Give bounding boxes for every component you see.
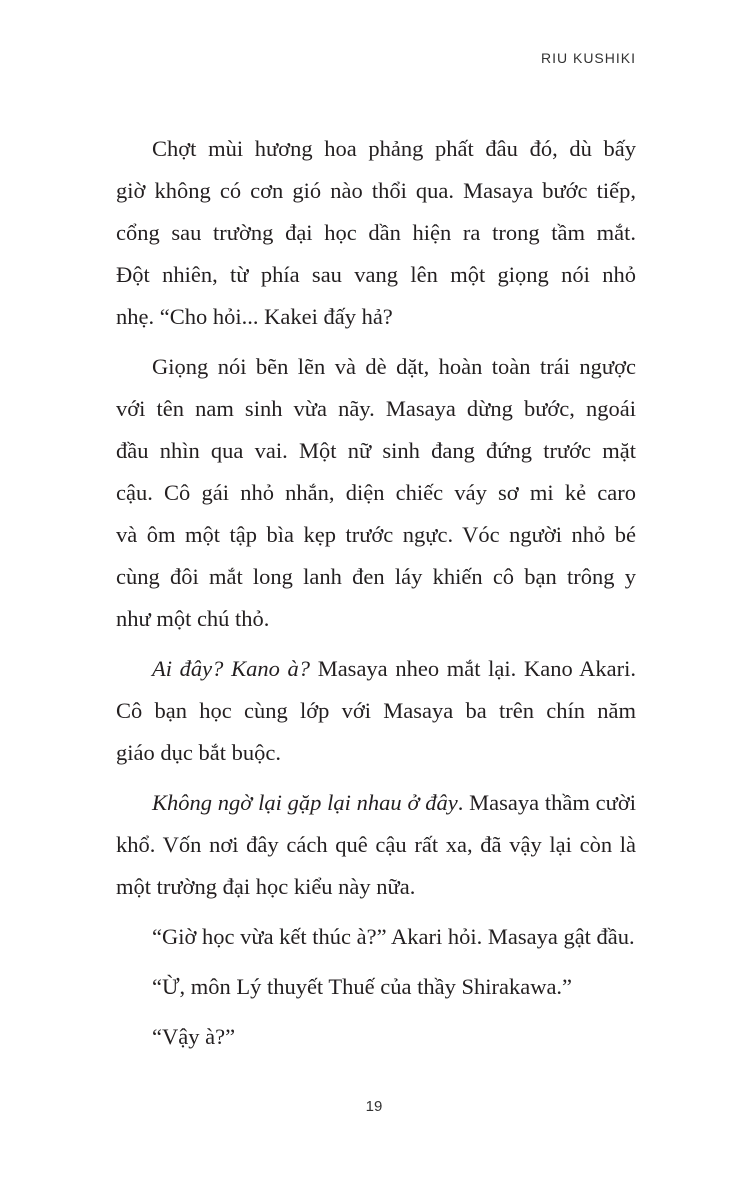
line-text: với tên nam sinh vừa nãy. Masaya dừng bước, ngoái bbox=[116, 396, 636, 421]
text-line bbox=[116, 966, 636, 1008]
text-line bbox=[116, 648, 636, 690]
text-line bbox=[116, 212, 636, 254]
text-line bbox=[116, 556, 636, 598]
running-head: RIU KUSHIKI bbox=[540, 50, 636, 66]
paragraph bbox=[116, 916, 636, 958]
line-text: “Giờ học vừa kết thúc à?” Akari hỏi. Masaya gật đầu. bbox=[152, 924, 635, 949]
line-text: cùng đôi mắt long lanh đen láy khiến cô bạn trông y bbox=[116, 564, 636, 589]
paragraph bbox=[116, 966, 636, 1008]
line-text: như một chú thỏ. bbox=[116, 606, 270, 631]
line-text: Chợt mùi hương hoa phảng phất đâu đó, dù bấy bbox=[152, 136, 636, 161]
paragraph bbox=[116, 648, 636, 774]
text-line bbox=[116, 866, 636, 908]
text-line bbox=[116, 782, 636, 824]
line-text: nhẹ. “Cho hỏi... Kakei đấy hả? bbox=[116, 304, 393, 329]
line-text: Giọng nói bẽn lẽn và dè dặt, hoàn toàn trái ngược bbox=[152, 354, 636, 379]
text-line bbox=[116, 732, 636, 774]
text-line bbox=[116, 430, 636, 472]
line-text: khổ. Vốn nơi đây cách quê cậu rất xa, đã vậy lại còn là bbox=[116, 832, 636, 857]
line-text: cậu. Cô gái nhỏ nhắn, diện chiếc váy sơ mi kẻ caro bbox=[116, 480, 636, 505]
paragraph bbox=[116, 346, 636, 640]
line-text: Đột nhiên, từ phía sau vang lên một giọng nói nhỏ bbox=[116, 262, 636, 287]
text-line bbox=[116, 598, 636, 640]
italic-text: Ai đây? Kano à? bbox=[152, 656, 311, 681]
line-text: Masaya nheo mắt lại. Kano Akari. bbox=[310, 656, 636, 681]
text-line bbox=[116, 472, 636, 514]
line-text: giáo dục bắt buộc. bbox=[116, 740, 281, 765]
text-line bbox=[116, 388, 636, 430]
line-text: đầu nhìn qua vai. Một nữ sinh đang đứng trước mặt bbox=[116, 438, 636, 463]
text-line bbox=[116, 916, 636, 958]
italic-text: Không ngờ lại gặp lại nhau ở đây bbox=[152, 790, 458, 815]
text-line bbox=[116, 690, 636, 732]
line-text: “Ừ, môn Lý thuyết Thuế của thầy Shirakawa.” bbox=[152, 974, 573, 999]
line-text: một trường đại học kiểu này nữa. bbox=[116, 874, 416, 899]
line-text: . Masaya thầm cười bbox=[457, 790, 636, 815]
text-line bbox=[116, 170, 636, 212]
line-text: giờ không có cơn gió nào thổi qua. Masaya bước tiếp, bbox=[116, 178, 636, 203]
paragraph bbox=[116, 782, 636, 908]
line-text: Cô bạn học cùng lớp với Masaya ba trên chín năm bbox=[116, 698, 636, 723]
line-text: “Vậy à?” bbox=[152, 1024, 236, 1049]
text-line bbox=[116, 1016, 636, 1058]
paragraph bbox=[116, 128, 636, 338]
line-text: cổng sau trường đại học dần hiện ra trong tầm mắt. bbox=[116, 220, 636, 245]
paragraph bbox=[116, 1016, 636, 1058]
body-text bbox=[116, 128, 636, 1066]
text-line bbox=[116, 254, 636, 296]
text-line bbox=[116, 514, 636, 556]
page-number: 19 bbox=[365, 1098, 383, 1115]
text-line bbox=[116, 296, 636, 338]
text-line bbox=[116, 346, 636, 388]
text-line bbox=[116, 128, 636, 170]
line-text: và ôm một tập bìa kẹp trước ngực. Vóc người nhỏ bé bbox=[116, 522, 636, 547]
text-line bbox=[116, 824, 636, 866]
